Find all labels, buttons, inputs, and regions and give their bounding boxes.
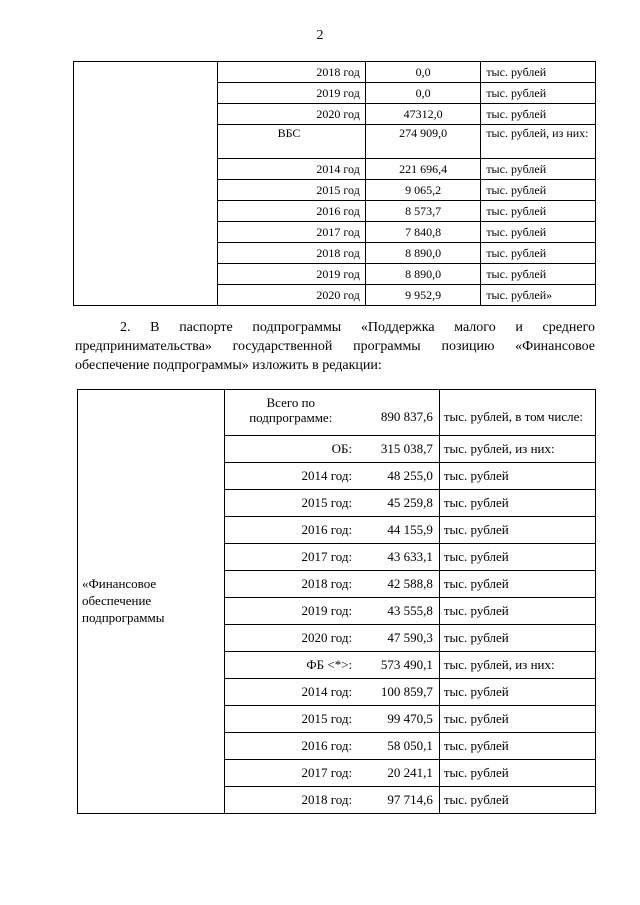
table-row-value: 42 588,8 <box>356 571 439 598</box>
table-row-unit: тыс. рублей <box>481 201 596 222</box>
table-row-value: 0,0 <box>365 62 481 83</box>
table-row-label: 2020 год: <box>225 625 356 652</box>
table-row-unit: тыс. рублей <box>439 490 595 517</box>
table-row-unit: тыс. рублей» <box>481 285 596 306</box>
table-row-label: 2015 год: <box>225 490 356 517</box>
table-row-label: 2016 год: <box>225 517 356 544</box>
table-row-unit: тыс. рублей <box>439 598 595 625</box>
table-row-value: 100 859,7 <box>356 679 439 706</box>
funding-table-continued <box>73 61 596 306</box>
table-row-year: 2015 год <box>218 180 366 201</box>
table-row-unit: тыс. рублей <box>439 544 595 571</box>
table-row-unit: тыс. рублей <box>439 787 595 814</box>
table-row-value: 274 909,0 <box>365 125 481 159</box>
table-row-year: 2017 год <box>218 222 366 243</box>
total-unit: тыс. рублей, в том числе: <box>439 390 595 436</box>
table-row-label: 2018 год: <box>225 787 356 814</box>
paragraph-line: предпринимательства» государственной программы позицию «Финансовое <box>75 339 595 354</box>
table-row-unit: тыс. рублей <box>439 733 595 760</box>
table-row-value: 8 890,0 <box>365 264 481 285</box>
table-row-label: 2019 год: <box>225 598 356 625</box>
table-row-unit: тыс. рублей, из них: <box>439 652 595 679</box>
subprogram-funding-table <box>77 389 596 814</box>
amendment-paragraph <box>75 318 595 375</box>
table-row-unit: тыс. рублей <box>481 180 596 201</box>
table-row-label: 2018 год: <box>225 571 356 598</box>
table-row-year: 2020 год <box>218 104 366 125</box>
table-row-value: 221 696,4 <box>365 159 481 180</box>
table-row-label: 2015 год: <box>225 706 356 733</box>
table-row-unit: тыс. рублей <box>481 222 596 243</box>
table-row-unit: тыс. рублей <box>439 517 595 544</box>
table-row-unit: тыс. рублей <box>481 159 596 180</box>
empty-label-cell <box>74 62 218 306</box>
table-row-value: 47312,0 <box>365 104 481 125</box>
table-row-value: 8 890,0 <box>365 243 481 264</box>
table-row-value: 315 038,7 <box>356 436 439 463</box>
table-row-unit: тыс. рублей <box>439 679 595 706</box>
table-row-label: ФБ <*>: <box>225 652 356 679</box>
table-row-source: ВБС <box>218 125 366 159</box>
funding-label-cell: «Финансовое обеспечение подпрограммы <box>78 390 225 814</box>
paragraph-line: обеспечение подпрограммы» изложить в редакции: <box>75 358 382 373</box>
table-row-value: 43 633,1 <box>356 544 439 571</box>
table-row-value: 8 573,7 <box>365 201 481 222</box>
table-row-unit: тыс. рублей, из них: <box>481 125 596 159</box>
table-row-unit: тыс. рублей <box>481 83 596 104</box>
table-row-unit: тыс. рублей <box>439 625 595 652</box>
table-row-unit: тыс. рублей <box>481 264 596 285</box>
table-row-value: 7 840,8 <box>365 222 481 243</box>
table-row-unit: тыс. рублей <box>481 243 596 264</box>
table-row-unit: тыс. рублей <box>481 62 596 83</box>
table-row-unit: тыс. рублей <box>481 104 596 125</box>
table-row-year: 2018 год <box>218 243 366 264</box>
table-row-label: 2017 год: <box>225 544 356 571</box>
table-row-label: 2014 год: <box>225 463 356 490</box>
table-row-year: 2016 год <box>218 201 366 222</box>
table-row-unit: тыс. рублей <box>439 571 595 598</box>
table-row-year: 2020 год <box>218 285 366 306</box>
table-row-value: 45 259,8 <box>356 490 439 517</box>
table-row-unit: тыс. рублей <box>439 463 595 490</box>
table-row-value: 20 241,1 <box>356 760 439 787</box>
page-number: 2 <box>316 28 324 43</box>
table-row-label: 2014 год: <box>225 679 356 706</box>
table-row-value: 0,0 <box>365 83 481 104</box>
total-label: Всего по подпрограмме: <box>225 390 356 436</box>
table-row-value: 44 155,9 <box>356 517 439 544</box>
table-row-value: 97 714,6 <box>356 787 439 814</box>
table-row-label: ОБ: <box>225 436 356 463</box>
total-value: 890 837,6 <box>356 390 439 436</box>
table-row-value: 573 490,1 <box>356 652 439 679</box>
table-row-unit: тыс. рублей, из них: <box>439 436 595 463</box>
table-row-unit: тыс. рублей <box>439 706 595 733</box>
table-row-label: 2016 год: <box>225 733 356 760</box>
table-row-value: 48 255,0 <box>356 463 439 490</box>
table-row-year: 2014 год <box>218 159 366 180</box>
table-row-value: 43 555,8 <box>356 598 439 625</box>
table-row-year: 2019 год <box>218 83 366 104</box>
table-row-value: 9 952,9 <box>365 285 481 306</box>
table-row-year: 2019 год <box>218 264 366 285</box>
table-row-value: 58 050,1 <box>356 733 439 760</box>
table-row-value: 9 065,2 <box>365 180 481 201</box>
table-row-label: 2017 год: <box>225 760 356 787</box>
table-row-year: 2018 год <box>218 62 366 83</box>
table-row-value: 99 470,5 <box>356 706 439 733</box>
paragraph-line: 2. В паспорте подпрограммы «Поддержка малого и среднего <box>120 320 595 335</box>
table-row-unit: тыс. рублей <box>439 760 595 787</box>
table-row-value: 47 590,3 <box>356 625 439 652</box>
